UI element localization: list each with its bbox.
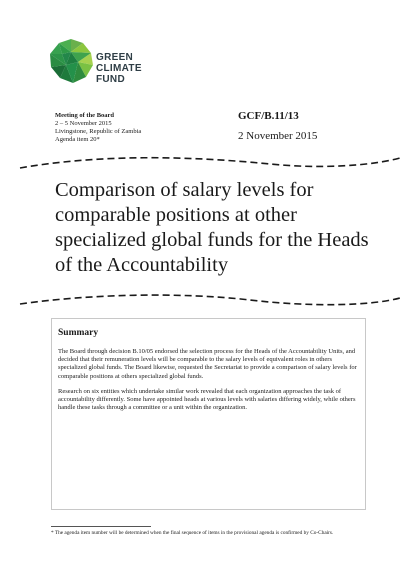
summary-paragraph-1: The Board through decision B.10/05 endorsed the selection process for the Heads of the Accountability Units, and decided that their remuneration levels will be comparable to the salary levels of equivalent roles in others specialized global funds. The Board likewise, requested the Secretariat to provide a comparison of salary levels for comparable positions at others specialized global funds.: [58, 348, 357, 380]
footnote: * The agenda item number will be determined when the final sequence of items in the provisional agenda is confirmed by Co-Chairs.: [51, 530, 334, 536]
meeting-heading: Meeting of the Board: [55, 112, 115, 119]
meeting-agenda-item: Agenda item 20*: [55, 136, 100, 143]
logo-line-1: GREEN: [96, 52, 134, 63]
logo-wordmark: [96, 52, 142, 85]
gcf-logo: [48, 38, 148, 96]
meeting-dates: 2 – 5 November 2015: [55, 120, 112, 127]
logo-line-2: CLIMATE: [96, 63, 142, 74]
footnote-rule: [51, 526, 151, 527]
document-date: 2 November 2015: [238, 130, 318, 142]
summary-paragraph-2: Research on six entities which undertake similar work revealed that each organization approaches the task of accountability differently. Some have appointed heads at various levels with salaries differing widely, while others handle these tasks through a committee or a unit within the organization.: [58, 387, 356, 412]
summary-box: [51, 318, 366, 510]
summary-heading: Summary: [58, 328, 99, 338]
document-reference: GCF/B.11/13: [238, 110, 299, 122]
page-title: Comparison of salary levels for comparable positions at other specialized global funds for the Heads of the Accountability: [55, 179, 369, 276]
meeting-location: Livingstone, Republic of Zambia: [55, 128, 142, 135]
logo-line-3: FUND: [96, 74, 125, 85]
bottom-wave-divider: [0, 290, 414, 314]
meeting-info: [55, 112, 141, 144]
top-wave-divider: [0, 152, 414, 176]
globe-logo-icon: [48, 38, 94, 84]
